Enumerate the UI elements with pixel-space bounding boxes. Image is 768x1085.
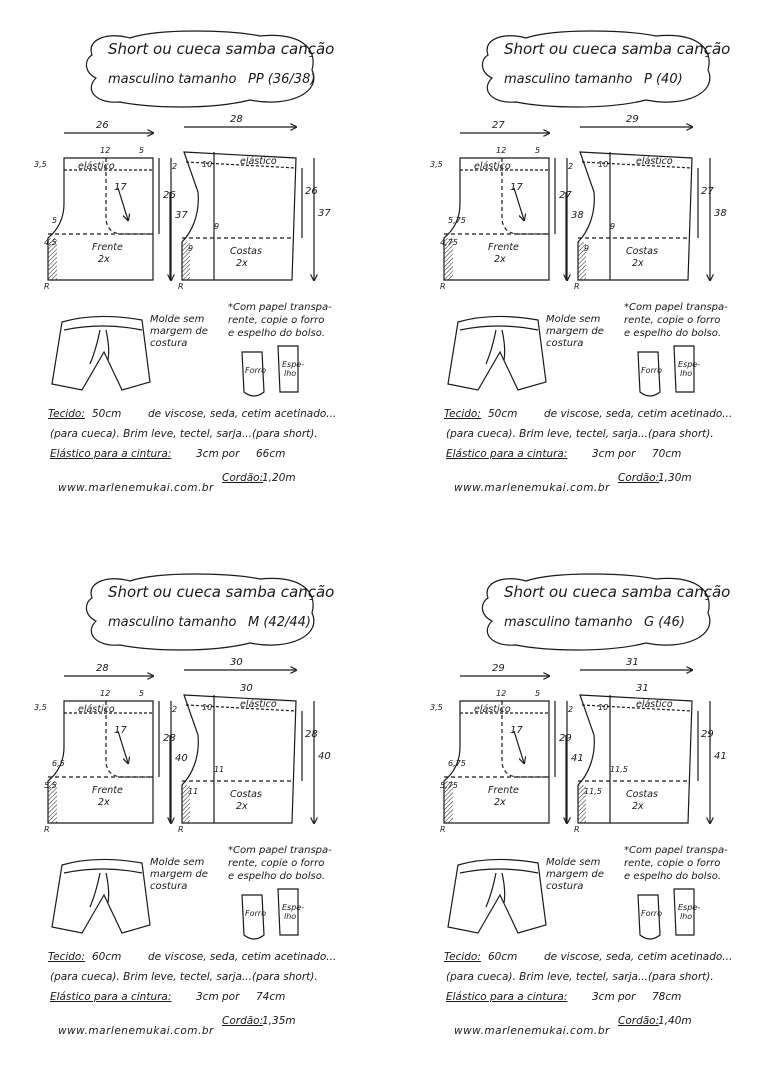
copy-note-line: rente, copie o forro <box>228 858 325 869</box>
dim-5: 5 <box>535 146 541 155</box>
back-label: Costas <box>230 789 262 800</box>
title-line-2: masculino tamanho <box>108 615 237 630</box>
back-inner-length-value: 28 <box>305 729 318 740</box>
dim-5: 5 <box>139 689 145 698</box>
fabric-line-2: (para cueca). Brim leve, tectel, sarja...(para short). <box>446 971 714 983</box>
elastic-prefix: Elástico para a cintura: <box>446 448 568 460</box>
dim-12: 12 <box>100 689 111 698</box>
mirror-label-1: Espe- <box>678 903 701 912</box>
elastic-prefix: Elástico para a cintura: <box>50 991 172 1003</box>
back-crotch-value: 11,5 <box>584 787 602 796</box>
mold-note-line: margem de <box>546 326 604 337</box>
mold-note-line: Molde sem <box>546 857 601 868</box>
total-length-value: 41 <box>571 753 584 764</box>
back-rise-value: 11 <box>214 765 225 774</box>
inner-length-value: 27 <box>559 190 572 201</box>
mirror-label-2: lho <box>284 912 297 921</box>
copy-note-line: *Com papel transpa- <box>228 845 332 856</box>
size-label: P (40) <box>644 72 683 87</box>
size-label: M (42/44) <box>248 615 311 630</box>
front-crotch-value: 5,75 <box>448 216 466 225</box>
fabric-amount: 50cm <box>92 408 122 420</box>
front-label: Frente <box>488 242 519 253</box>
pattern-card-3 <box>384 543 768 1085</box>
back-crotch-value: 9 <box>584 244 590 253</box>
copy-note-line: rente, copie o forro <box>228 315 325 326</box>
dim-back-2: 2 <box>568 705 574 714</box>
copy-note-line: *Com papel transpa- <box>624 302 728 313</box>
front-label: Frente <box>92 785 123 796</box>
mirror-label-1: Espe- <box>282 360 305 369</box>
website: www.marlenemukai.com.br <box>454 1025 610 1037</box>
corner-mark-back: R <box>178 282 184 291</box>
back-times: 2x <box>236 801 248 812</box>
pocket-length-value: 17 <box>510 725 523 736</box>
dim-waist-height: 3,5 <box>34 703 47 712</box>
corner-mark-front: R <box>440 825 446 834</box>
back-label: Costas <box>626 789 658 800</box>
back-rise-value: 9 <box>610 222 616 231</box>
dim-back-10: 10 <box>202 703 213 712</box>
cord-label: Cordão: <box>618 472 660 484</box>
back-crotch-value: 9 <box>188 244 194 253</box>
size-label: PP (36/38) <box>248 72 316 87</box>
fabric-text: de viscose, seda, cetim acetinado... <box>544 408 733 420</box>
mirror-label-2: lho <box>680 369 693 378</box>
elastic-length: 78cm <box>652 991 682 1003</box>
back-rise-value: 9 <box>214 222 220 231</box>
mold-note-line: margem de <box>546 869 604 880</box>
dim-waist-height: 3,5 <box>430 160 443 169</box>
fabric-label: Tecido: <box>444 951 481 963</box>
website: www.marlenemukai.com.br <box>58 482 214 494</box>
title-line-1: Short ou cueca samba canção <box>108 40 335 58</box>
cord-value: 1,35m <box>262 1015 296 1027</box>
back-rise-value: 11,5 <box>610 765 628 774</box>
shorts-sketch <box>52 859 150 933</box>
elastic-length: 70cm <box>652 448 682 460</box>
lining-label: Forro <box>641 909 662 918</box>
website: www.marlenemukai.com.br <box>454 482 610 494</box>
fabric-line-2: (para cueca). Brim leve, tectel, sarja...(para short). <box>446 428 714 440</box>
cord-label: Cordão: <box>618 1015 660 1027</box>
elastic-prefix: Elástico para a cintura: <box>50 448 172 460</box>
front-crotch-value: 5 <box>52 216 58 225</box>
shorts-sketch <box>52 316 150 390</box>
waistband-sketch <box>64 869 142 873</box>
elastic-label-back: elástico <box>636 156 673 167</box>
mold-note-line: margem de <box>150 326 208 337</box>
fabric-label: Tecido: <box>444 408 481 420</box>
back-inner-length-value: 27 <box>701 186 714 197</box>
elastic-label-back: elástico <box>240 699 277 710</box>
waistband-sketch <box>460 326 538 330</box>
elastic-label-front: elástico <box>474 704 511 715</box>
pocket-length-value: 17 <box>114 182 127 193</box>
mold-note-line: Molde sem <box>150 314 205 325</box>
copy-note-line: e espelho do bolso. <box>228 328 326 339</box>
pattern-card-1 <box>384 0 768 542</box>
mold-note-line: costura <box>546 338 584 349</box>
front-crotch-value: 6,75 <box>448 759 466 768</box>
title-line-2: masculino tamanho <box>504 615 633 630</box>
elastic-prefix: Elástico para a cintura: <box>446 991 568 1003</box>
fabric-line-2: (para cueca). Brim leve, tectel, sarja...(para short). <box>50 971 318 983</box>
elastic-length: 74cm <box>256 991 286 1003</box>
front-times: 2x <box>98 797 110 808</box>
back-crotch-value: 11 <box>188 787 199 796</box>
front-times: 2x <box>494 797 506 808</box>
elastic-label-front: elástico <box>78 704 115 715</box>
back-label: Costas <box>230 246 262 257</box>
mold-note-line: costura <box>150 881 188 892</box>
elastic-label-back: elástico <box>240 156 277 167</box>
back-times: 2x <box>236 258 248 269</box>
fabric-amount: 60cm <box>92 951 122 963</box>
shorts-sketch <box>448 316 546 390</box>
copy-note-line: e espelho do bolso. <box>624 871 722 882</box>
website: www.marlenemukai.com.br <box>58 1025 214 1037</box>
dim-back-10: 10 <box>598 703 609 712</box>
elastic-length: 66cm <box>256 448 286 460</box>
mirror-label-2: lho <box>680 912 693 921</box>
mirror-label-2: lho <box>284 369 297 378</box>
lining-label: Forro <box>245 366 266 375</box>
dim-12: 12 <box>496 146 507 155</box>
corner-mark-front: R <box>44 282 50 291</box>
back-total-length-value: 41 <box>714 751 727 762</box>
waistband-sketch <box>460 869 538 873</box>
elastic-mid: 3cm por <box>592 991 636 1003</box>
front-crotch2-value: 5,5 <box>44 781 57 790</box>
dim-5: 5 <box>535 689 541 698</box>
copy-note-line: rente, copie o forro <box>624 858 721 869</box>
elastic-label-front: elástico <box>474 161 511 172</box>
dim-12: 12 <box>496 689 507 698</box>
back-width-value: 28 <box>230 114 243 125</box>
inner-length-value: 26 <box>163 190 176 201</box>
front-crotch2-value: 5,75 <box>440 781 458 790</box>
front-crotch2-value: 4,5 <box>44 238 57 247</box>
pattern-card-2 <box>0 543 384 1085</box>
fabric-text: de viscose, seda, cetim acetinado... <box>148 951 337 963</box>
dim-back-2: 2 <box>172 162 178 171</box>
front-width-value: 27 <box>492 120 505 131</box>
lining-label: Forro <box>245 909 266 918</box>
elastic-label-back: elástico <box>636 699 673 710</box>
title-line-2: masculino tamanho <box>108 72 237 87</box>
dim-waist-height: 3,5 <box>430 703 443 712</box>
corner-mark-back: R <box>178 825 184 834</box>
front-label: Frente <box>488 785 519 796</box>
mold-note-line: Molde sem <box>150 857 205 868</box>
elastic-mid: 3cm por <box>592 448 636 460</box>
inner-length-value: 28 <box>163 733 176 744</box>
total-length-value: 40 <box>175 753 188 764</box>
lining-label: Forro <box>641 366 662 375</box>
title-line-1: Short ou cueca samba canção <box>108 583 335 601</box>
mold-note-line: costura <box>546 881 584 892</box>
mold-note-line: Molde sem <box>546 314 601 325</box>
pocket-length-value: 17 <box>510 182 523 193</box>
dim-back-10: 10 <box>202 160 213 169</box>
mold-note-line: costura <box>150 338 188 349</box>
mirror-label-1: Espe- <box>678 360 701 369</box>
front-label: Frente <box>92 242 123 253</box>
mirror-label-1: Espe- <box>282 903 305 912</box>
elastic-mid: 3cm por <box>196 448 240 460</box>
back-width-value: 30 <box>230 657 243 668</box>
copy-note-line: *Com papel transpa- <box>228 302 332 313</box>
front-crotch-value: 6,5 <box>52 759 65 768</box>
back-total-length-value: 40 <box>318 751 331 762</box>
back-label: Costas <box>626 246 658 257</box>
front-crotch2-value: 4,75 <box>440 238 458 247</box>
waistband-sketch <box>64 326 142 330</box>
dim-back-10: 10 <box>598 160 609 169</box>
elastic-mid: 3cm por <box>196 991 240 1003</box>
copy-note-line: e espelho do bolso. <box>228 871 326 882</box>
back-total-length-value: 37 <box>318 208 331 219</box>
dim-waist-height: 3,5 <box>34 160 47 169</box>
back-width-value: 31 <box>626 657 639 668</box>
copy-note-line: *Com papel transpa- <box>624 845 728 856</box>
dim-12: 12 <box>100 146 111 155</box>
back-times: 2x <box>632 258 644 269</box>
corner-mark-front: R <box>440 282 446 291</box>
fabric-label: Tecido: <box>48 408 85 420</box>
back-inner-length-value: 26 <box>305 186 318 197</box>
cord-value: 1,40m <box>658 1015 692 1027</box>
cord-label: Cordão: <box>222 472 264 484</box>
fabric-line-2: (para cueca). Brim leve, tectel, sarja...(para short). <box>50 428 318 440</box>
fabric-amount: 60cm <box>488 951 518 963</box>
pocket-length-value: 17 <box>114 725 127 736</box>
fabric-amount: 50cm <box>488 408 518 420</box>
front-width-value: 29 <box>492 663 505 674</box>
fabric-text: de viscose, seda, cetim acetinado... <box>544 951 733 963</box>
title-line-1: Short ou cueca samba canção <box>504 40 731 58</box>
corner-mark-back: R <box>574 825 580 834</box>
fabric-label: Tecido: <box>48 951 85 963</box>
pattern-card-0 <box>0 0 384 542</box>
copy-note-line: e espelho do bolso. <box>624 328 722 339</box>
back-times: 2x <box>632 801 644 812</box>
front-times: 2x <box>494 254 506 265</box>
dim-5: 5 <box>139 146 145 155</box>
back-total-length-value: 38 <box>714 208 727 219</box>
inner-length-value: 29 <box>559 733 572 744</box>
fabric-text: de viscose, seda, cetim acetinado... <box>148 408 337 420</box>
cord-value: 1,30m <box>658 472 692 484</box>
cord-label: Cordão: <box>222 1015 264 1027</box>
title-line-2: masculino tamanho <box>504 72 633 87</box>
corner-mark-front: R <box>44 825 50 834</box>
shorts-sketch <box>448 859 546 933</box>
back-width-value: 29 <box>626 114 639 125</box>
title-line-1: Short ou cueca samba canção <box>504 583 731 601</box>
back-diagonal-value: 31 <box>636 683 649 694</box>
front-times: 2x <box>98 254 110 265</box>
size-label: G (46) <box>644 615 685 630</box>
front-width-value: 28 <box>96 663 109 674</box>
back-diagonal-value: 30 <box>240 683 253 694</box>
total-length-value: 38 <box>571 210 584 221</box>
corner-mark-back: R <box>574 282 580 291</box>
back-inner-length-value: 29 <box>701 729 714 740</box>
dim-back-2: 2 <box>568 162 574 171</box>
front-width-value: 26 <box>96 120 109 131</box>
copy-note-line: rente, copie o forro <box>624 315 721 326</box>
total-length-value: 37 <box>175 210 188 221</box>
cord-value: 1,20m <box>262 472 296 484</box>
mold-note-line: margem de <box>150 869 208 880</box>
dim-back-2: 2 <box>172 705 178 714</box>
elastic-label-front: elástico <box>78 161 115 172</box>
